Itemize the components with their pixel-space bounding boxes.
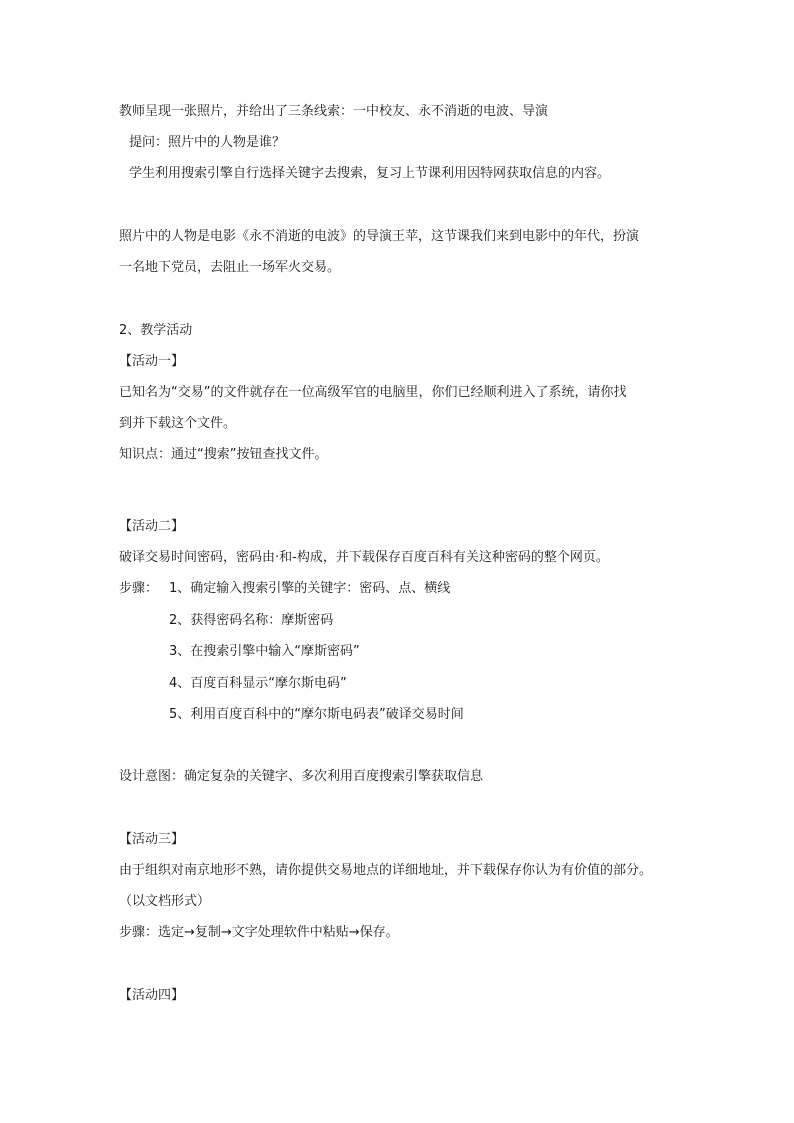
activity-1-line-1: 已知名为“交易”的文件就存在一位高级军官的电脑里，你们已经顺利进入了系统，请你找: [119, 385, 627, 400]
activity-2-step: 2、获得密码名称：摩斯密码: [169, 613, 334, 628]
answer-line-2: 一名地下党员，去阻止一场军火交易。: [119, 260, 341, 275]
section-heading: 2、教学活动: [119, 323, 193, 338]
activity-2-design-intent: 设计意图：确定复杂的关键字、多次利用百度搜索引擎获取信息: [119, 769, 484, 784]
intro-line-3: 学生利用搜索引擎自行选择关键字去搜索，复习上节课利用因特网获取信息的内容。: [129, 166, 611, 181]
activity-2-task: 破译交易时间密码，密码由·和-构成，并下载保存百度百科有关这种密码的整个网页。: [119, 550, 609, 565]
activity-2-title: 【活动二】: [119, 519, 185, 534]
activity-4-title: 【活动四】: [119, 988, 185, 1003]
intro-line-1: 教师呈现一张照片，并给出了三条线索：一中校友、永不消逝的电波、导演: [119, 104, 549, 119]
activity-1-title: 【活动一】: [119, 354, 185, 369]
intro-question: 提问：照片中的人物是谁？: [129, 135, 286, 150]
activity-3-line-1: 由于组织对南京地形不熟，请你提供交易地点的详细地址，并下载保存你认为有价值的部分。: [119, 863, 653, 878]
activity-3-line-2: （以文档形式）: [119, 894, 211, 909]
activity-2-step: 5、利用百度百科中的“摩尔斯电码表”破译交易时间: [169, 707, 464, 722]
activity-1-knowledge: 知识点：通过“搜索”按钮查找文件。: [119, 447, 328, 462]
activity-3-title: 【活动三】: [119, 832, 185, 847]
activity-2-step: 1、确定输入搜索引擎的关键字：密码、点、横线: [169, 581, 451, 596]
activity-1-line-2: 到并下载这个文件。: [119, 416, 237, 431]
answer-line-1: 照片中的人物是电影《永不消逝的电波》的导演王苹，这节课我们来到电影中的年代，扮演: [119, 229, 640, 244]
activity-2-steps-label: 步骤：: [119, 581, 159, 596]
activity-2-step: 4、百度百科显示“摩尔斯电码”: [169, 676, 347, 691]
activity-2-step: 3、在搜索引擎中输入“摩斯密码”: [169, 644, 360, 659]
activity-3-steps: 步骤：选定→复制→文字处理软件中粘贴→保存。: [119, 925, 399, 940]
